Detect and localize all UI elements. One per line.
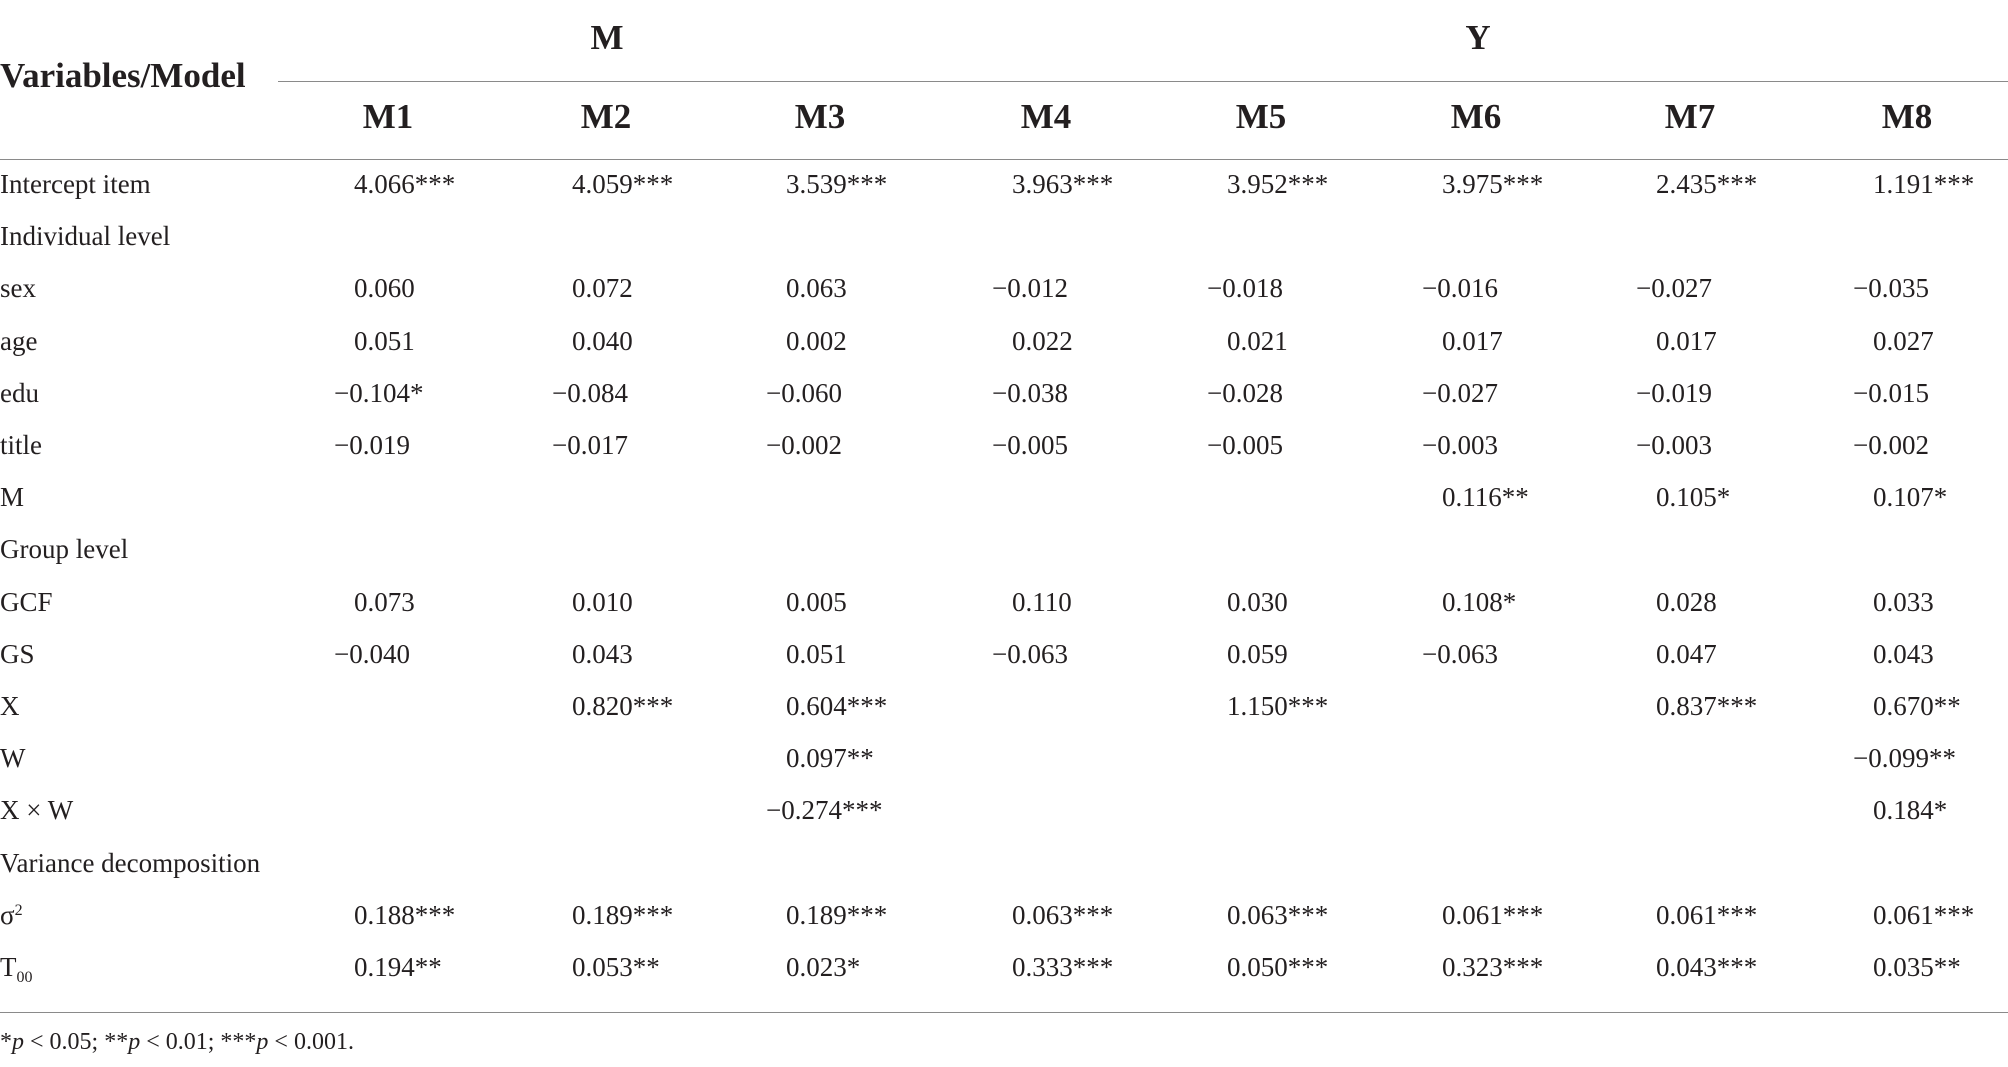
table-bottom-rule bbox=[0, 1012, 2008, 1013]
cell-m2: 0.820*** bbox=[572, 691, 674, 721]
cell-m4: 0.022 bbox=[1012, 325, 1073, 356]
cell-m2: −0.084 bbox=[552, 377, 628, 408]
row-label: GCF bbox=[0, 586, 53, 617]
table-row bbox=[0, 837, 2008, 889]
cell-m8: 0.670** bbox=[1873, 691, 1961, 721]
cell-m8: 0.035** bbox=[1873, 952, 1961, 982]
cell-m6: 0.017 bbox=[1442, 325, 1503, 356]
cell-m2: 0.040 bbox=[572, 325, 633, 356]
cell-m4: −0.005 bbox=[992, 430, 1068, 460]
cell-m1: 4.066*** bbox=[354, 169, 456, 199]
row-label: X bbox=[0, 691, 20, 721]
row-label: GS bbox=[0, 638, 35, 669]
table-row bbox=[0, 732, 2008, 784]
table-row bbox=[0, 262, 2008, 314]
cell-m1: 0.051 bbox=[354, 325, 415, 356]
cell-m4: −0.012 bbox=[992, 273, 1068, 304]
cell-m2: 0.072 bbox=[572, 273, 633, 304]
cell-m8: −0.002 bbox=[1853, 430, 1929, 460]
cell-m8: 0.033 bbox=[1873, 586, 1934, 617]
table-row bbox=[0, 576, 2008, 628]
cell-m6: −0.016 bbox=[1422, 273, 1498, 304]
cell-m3: 0.189*** bbox=[786, 899, 888, 930]
model-header-m5: M5 bbox=[1235, 97, 1287, 136]
row-label: M bbox=[0, 482, 25, 513]
model-header-m2: M2 bbox=[580, 97, 632, 136]
cell-m6: 0.061*** bbox=[1442, 899, 1544, 930]
cell-m6: −0.027 bbox=[1422, 377, 1498, 408]
cell-m7: 2.435*** bbox=[1656, 169, 1758, 199]
cell-m3: 0.023* bbox=[786, 952, 861, 982]
row-label: Variance decomposition bbox=[0, 847, 261, 878]
cell-m1: 0.073 bbox=[354, 586, 415, 617]
cell-m2: −0.017 bbox=[552, 430, 628, 460]
model-header-m4: M4 bbox=[1020, 97, 1072, 136]
cell-m7: −0.027 bbox=[1636, 273, 1712, 304]
cell-m8: 1.191*** bbox=[1873, 169, 1975, 199]
cell-m8: 0.107* bbox=[1873, 482, 1948, 513]
cell-m7: −0.003 bbox=[1636, 430, 1712, 460]
cell-m5: −0.028 bbox=[1207, 377, 1283, 408]
cell-m5: −0.018 bbox=[1207, 273, 1283, 304]
table-row bbox=[0, 367, 2008, 419]
table-row bbox=[0, 210, 2008, 262]
model-header-m1: M1 bbox=[362, 97, 414, 136]
table-row bbox=[0, 471, 2008, 523]
model-header-m7: M7 bbox=[1664, 97, 1716, 136]
cell-m5: 3.952*** bbox=[1227, 169, 1329, 199]
cell-m7: 0.837*** bbox=[1656, 691, 1758, 721]
cell-m6: 0.108* bbox=[1442, 586, 1517, 617]
row-label: Group level bbox=[0, 534, 129, 565]
cell-m7: 0.047 bbox=[1656, 638, 1717, 669]
cell-m4: 0.063*** bbox=[1012, 899, 1114, 930]
table-row bbox=[0, 889, 2008, 941]
row-label: X × W bbox=[0, 795, 74, 826]
model-header-m6: M6 bbox=[1450, 97, 1502, 136]
cell-m6: −0.003 bbox=[1422, 430, 1498, 460]
cell-m2: 4.059*** bbox=[572, 169, 674, 199]
cell-m4: −0.063 bbox=[992, 638, 1068, 669]
cell-m5: −0.005 bbox=[1207, 430, 1283, 460]
model-header-m3: M3 bbox=[794, 97, 846, 136]
cell-m7: 0.017 bbox=[1656, 325, 1717, 356]
cell-m3: 0.051 bbox=[786, 638, 847, 669]
cell-m3: 0.005 bbox=[786, 586, 847, 617]
row-label: Intercept item bbox=[0, 169, 151, 199]
row-label: sex bbox=[0, 273, 36, 304]
model-header-m8: M8 bbox=[1881, 97, 1933, 136]
significance-footnote: *p < 0.05; **p < 0.01; ***p < 0.001. bbox=[0, 1029, 354, 1055]
cell-m6: 3.975*** bbox=[1442, 169, 1544, 199]
cell-m1: 0.188*** bbox=[354, 899, 456, 930]
cell-m6: 0.323*** bbox=[1442, 952, 1544, 982]
cell-m8: 0.043 bbox=[1873, 638, 1934, 669]
row-label: $\sigma^2$ bbox=[0, 899, 23, 930]
cell-m7: 0.061*** bbox=[1656, 899, 1758, 930]
row-label: $T_{00}$ bbox=[0, 952, 33, 986]
group-header-m: M bbox=[590, 18, 624, 57]
cell-m4: 3.963*** bbox=[1012, 169, 1114, 199]
cell-m3: −0.002 bbox=[766, 430, 842, 460]
cell-m5: 1.150*** bbox=[1227, 691, 1329, 721]
cell-m3: 0.002 bbox=[786, 325, 847, 356]
cell-m1: 0.194** bbox=[354, 952, 442, 982]
cell-m7: 0.043*** bbox=[1656, 952, 1758, 982]
cell-m2: 0.189*** bbox=[572, 899, 674, 930]
table-row bbox=[0, 628, 2008, 680]
row-label: edu bbox=[0, 377, 39, 408]
table-row bbox=[0, 784, 2008, 836]
cell-m5: 0.063*** bbox=[1227, 899, 1329, 930]
cell-m3: 0.604*** bbox=[786, 691, 888, 721]
cell-m5: 0.059 bbox=[1227, 638, 1288, 669]
cell-m1: −0.019 bbox=[334, 430, 410, 460]
cell-m5: 0.021 bbox=[1227, 325, 1288, 356]
table-row bbox=[0, 680, 2008, 732]
cell-m3: −0.060 bbox=[766, 377, 842, 408]
cell-m3: −0.274*** bbox=[766, 795, 883, 826]
cell-m6: −0.063 bbox=[1422, 638, 1498, 669]
cell-m2: 0.010 bbox=[572, 586, 633, 617]
cell-m3: 3.539*** bbox=[786, 169, 888, 199]
cell-m2: 0.053** bbox=[572, 952, 660, 982]
cell-m2: 0.043 bbox=[572, 638, 633, 669]
variables-model-header: Variables/Model bbox=[0, 56, 246, 95]
row-label: Individual level bbox=[0, 221, 171, 252]
cell-m1: 0.060 bbox=[354, 273, 415, 304]
cell-m5: 0.050*** bbox=[1227, 952, 1329, 982]
cell-m5: 0.030 bbox=[1227, 586, 1288, 617]
cell-m1: −0.040 bbox=[334, 638, 410, 669]
cell-m7: 0.028 bbox=[1656, 586, 1717, 617]
cell-m8: −0.099** bbox=[1853, 743, 1956, 774]
cell-m7: 0.105* bbox=[1656, 482, 1731, 513]
table-row bbox=[0, 158, 2008, 210]
cell-m8: −0.035 bbox=[1853, 273, 1929, 304]
cell-m6: 0.116** bbox=[1442, 482, 1529, 513]
cell-m3: 0.097** bbox=[786, 743, 874, 774]
cell-m8: 0.184* bbox=[1873, 795, 1948, 826]
row-label: W bbox=[0, 743, 26, 774]
cell-m4: −0.038 bbox=[992, 377, 1068, 408]
cell-m8: 0.027 bbox=[1873, 325, 1934, 356]
table-row bbox=[0, 941, 2008, 993]
group-header-rule bbox=[278, 81, 2008, 82]
cell-m4: 0.333*** bbox=[1012, 952, 1114, 982]
cell-m3: 0.063 bbox=[786, 273, 847, 304]
group-header-y: Y bbox=[1465, 18, 1491, 57]
cell-m1: −0.104* bbox=[334, 377, 424, 408]
cell-m8: −0.015 bbox=[1853, 377, 1929, 408]
row-label: title bbox=[0, 430, 42, 460]
cell-m8: 0.061*** bbox=[1873, 899, 1975, 930]
table-row bbox=[0, 523, 2008, 575]
cell-m4: 0.110 bbox=[1012, 586, 1072, 617]
table-row bbox=[0, 419, 2008, 471]
cell-m7: −0.019 bbox=[1636, 377, 1712, 408]
table-row bbox=[0, 315, 2008, 367]
row-label: age bbox=[0, 325, 38, 356]
